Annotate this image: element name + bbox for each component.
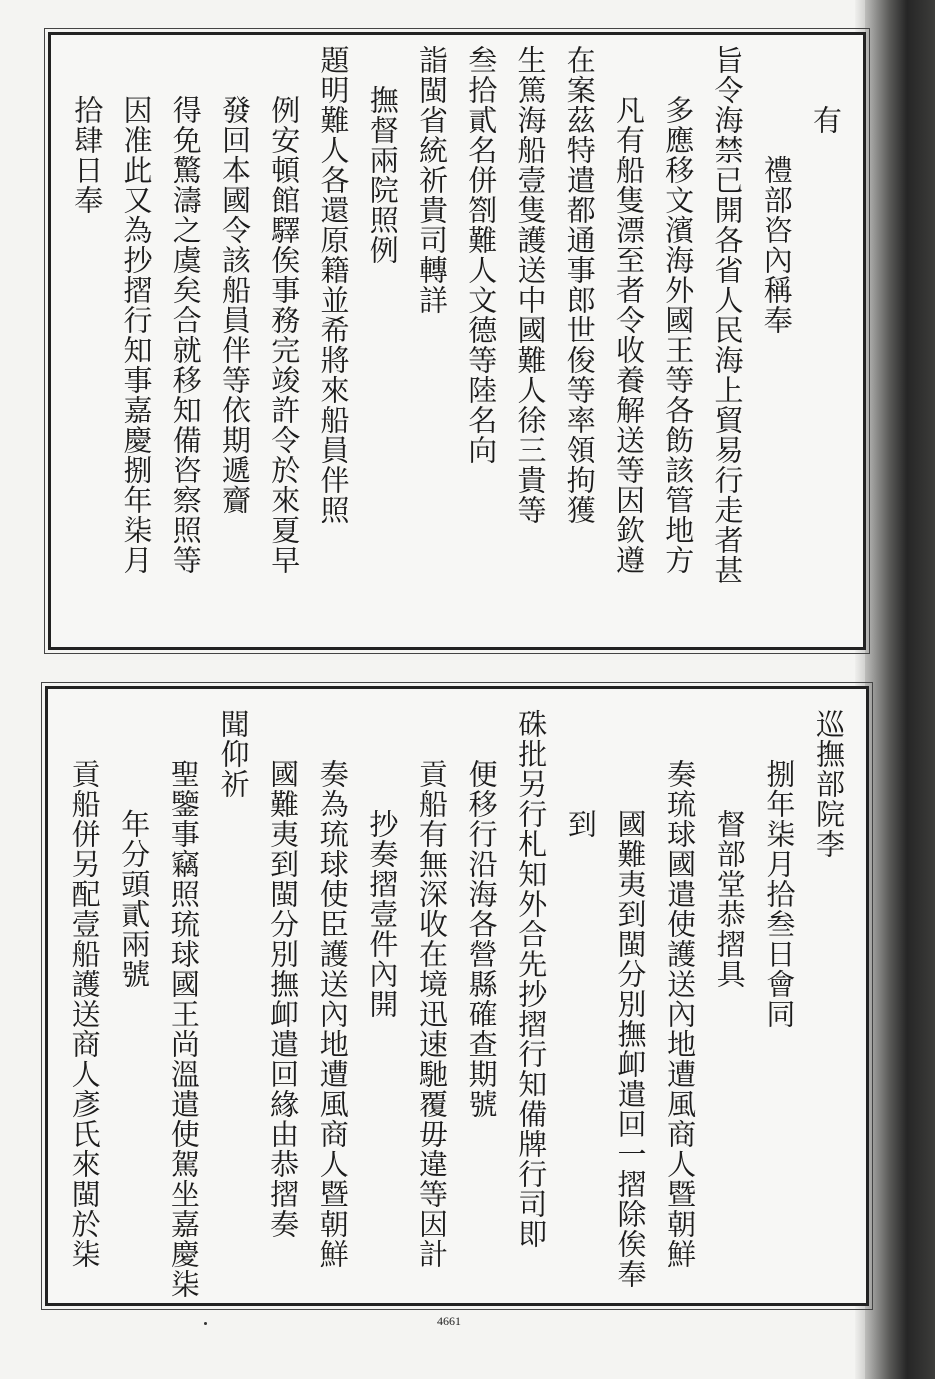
top-column-3: 旨令海禁已開各省人民海上貿易行走者甚	[710, 45, 745, 585]
bottom-column-1: 巡撫部院李	[812, 709, 846, 859]
bottom-column-11: 奏為琉球使臣護送內地遭風商人暨朝鮮	[315, 759, 350, 1269]
ink-speck	[204, 1322, 207, 1325]
top-column-11: 題明難人各還原籍並希將來船員伴照	[316, 45, 351, 525]
bottom-column-14: 聖鑒事竊照琉球國王尚溫遣使駕坐嘉慶柒	[166, 759, 201, 1299]
bottom-column-10: 抄奏摺壹件內開	[365, 809, 400, 1019]
bottom-column-2: 捌年柒月拾叁日會同	[762, 759, 797, 1029]
bottom-column-6: 到	[563, 809, 598, 839]
bottom-column-4: 奏琉球國遣使護送內地遭風商人暨朝鮮	[663, 759, 698, 1269]
top-column-12: 例安頓館驛俟事務完竣許令於來夏早	[267, 95, 302, 575]
book-gutter	[865, 0, 935, 1379]
bottom-column-9: 貢船有無深收在境迅速馳覆毋違等因計	[415, 759, 449, 1269]
bottom-column-15: 年分頭貳兩號	[117, 809, 152, 989]
bottom-column-16: 貢船併另配壹船護送商人彥氏來閩於柒	[67, 759, 102, 1269]
bottom-text-panel	[45, 686, 869, 1306]
top-column-8: 叁拾貳名併劄難人文德等陸名向	[464, 45, 499, 465]
bottom-column-3: 督部堂恭摺具	[712, 809, 747, 989]
bottom-column-7: 硃批另行札知外合先抄摺行知備牌行司即	[514, 709, 549, 1249]
bottom-columns	[48, 689, 866, 1303]
top-column-16: 拾肆日奉	[70, 95, 105, 215]
top-column-1: 有	[809, 105, 843, 135]
top-column-7: 生篤海船壹隻護送中國難人徐三貴等	[513, 45, 548, 525]
top-text-panel	[48, 32, 866, 650]
top-column-14: 得免驚濤之虞矣合就移知備咨察照等	[168, 95, 203, 575]
top-column-13: 發回本國令該船員伴等依期遞齎	[218, 95, 252, 515]
top-column-2: 禮部咨內稱奉	[759, 155, 794, 335]
top-column-6: 在案茲特遣都通事郎世俊等率領拘獲	[562, 45, 597, 525]
bottom-column-12: 國難夷到閩分別撫卹遣回緣由恭摺奏	[266, 759, 301, 1239]
top-column-10: 撫督兩院照例	[365, 85, 400, 265]
top-column-9: 詣閩省統祈貴司轉詳	[415, 45, 449, 315]
page-number: 4661	[437, 1314, 461, 1328]
top-columns	[51, 35, 863, 647]
top-column-4: 多應移文濱海外國王等各飭該管地方	[661, 95, 696, 575]
bottom-column-13: 聞仰祈	[216, 709, 251, 799]
top-column-15: 因准此又為抄摺行知事嘉慶捌年柒月	[119, 95, 154, 575]
top-column-5: 凡有船隻漂至者令收養解送等因欽遵	[612, 95, 646, 575]
bottom-column-5: 國難夷到閩分別撫卹遣回一摺除俟奉	[613, 809, 648, 1289]
bottom-column-8: 便移行沿海各營縣確查期號	[464, 759, 499, 1119]
